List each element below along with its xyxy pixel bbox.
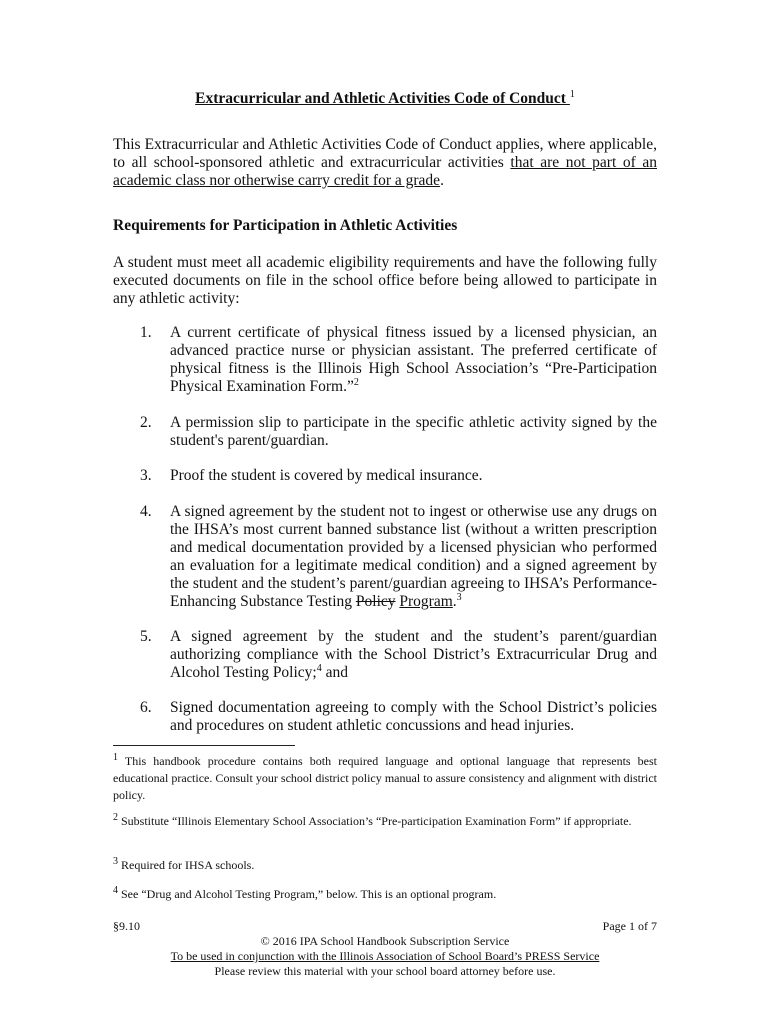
list-item: 4. A signed agreement by the student not to ingest or otherwise use any drugs on the IHSA’s most current banned substance list (without a written prescription and medical documentation provided by a licensed physician who performed an evaluation for a legitimate medical condition) and a signed agreement by the student and the student’s parent/guardian agreeing to IHSA’s Performance-Enhancing Substance Testing Policy Program.$^3$ xyxy=(140,503,657,610)
page-title: Extracurricular and Athletic Activities Code of Conduct $^1$ xyxy=(195,88,575,107)
list-item: 5. A signed agreement by the student and the student’s parent/guardian authorizing compliance with the School District’s Extracurricular Drug and Alcohol Testing Policy;$^4$ and xyxy=(140,628,657,681)
title-text: Extracurricular and Athletic Activities Code of Conduct xyxy=(195,90,566,107)
footnote: $^4$ See “Drug and Alcohol Testing Program,” below. This is an optional program. xyxy=(113,885,497,901)
page-number: Page 1 of 7 xyxy=(602,919,657,933)
usage-notice: To be used in conjunction with the Illinois Association of School Board’s PRESS Service xyxy=(170,949,600,963)
copyright-line: © 2016 IPA School Handbook Subscription Service xyxy=(260,934,510,948)
underlined-insertion: that are not part of an academic class nor otherwise carry credit for a grade xyxy=(113,154,657,189)
footnote-ref-3[interactable]: 3 xyxy=(456,591,462,603)
footnote-ref-4[interactable]: 4 xyxy=(316,662,322,674)
lead-paragraph: A student must meet all academic eligibility requirements and have the following fully executed documents on file in the school office before being allowed to participate in any athletic activity: xyxy=(113,254,657,307)
list-item: 1. A current certificate of physical fitness issued by a licensed physician, an advanced practice nurse or physician assistant. The preferred certificate of physical fitness is the Illinois High School Association’s “Pre-Participation Physical Examination Form.”$^2$ xyxy=(140,324,657,395)
list-item: 3. Proof the student is covered by medical insurance. xyxy=(140,467,483,484)
section-number: §9.10 xyxy=(113,919,140,933)
underlined-insertion: Program xyxy=(399,593,453,610)
footnote: $^2$ Substitute “Illinois Elementary School Association’s “Pre-participation Examination Form” if appropriate. xyxy=(113,812,632,828)
struck-text: Policy xyxy=(355,593,396,610)
list-item: 2. A permission slip to participate in the specific athletic activity signed by the student's parent/guardian. xyxy=(140,414,657,449)
list-item: 6. Signed documentation agreeing to comply with the School District’s policies and procedures on student athletic concussions and head injuries. xyxy=(140,699,657,734)
footnote-divider xyxy=(113,745,295,746)
review-notice: Please review this material with your school board attorney before use. xyxy=(214,964,556,978)
intro-paragraph: This Extracurricular and Athletic Activities Code of Conduct applies, where applicable, to all school-sponsored athletic and extracurricular activities that are not part of an academic class nor otherwise carry credit for a grade. xyxy=(113,136,657,189)
footnote: $^3$ Required for IHSA schools. xyxy=(113,856,255,872)
section-heading: Requirements for Participation in Athletic Activities xyxy=(113,217,458,234)
footnote-ref-2[interactable]: 2 xyxy=(353,376,359,388)
footnote: $^1$ This handbook procedure contains both required language and optional language that represents best educational practice. Consult your school district policy manual to assure consistency and alignment with district policy. xyxy=(113,752,657,802)
